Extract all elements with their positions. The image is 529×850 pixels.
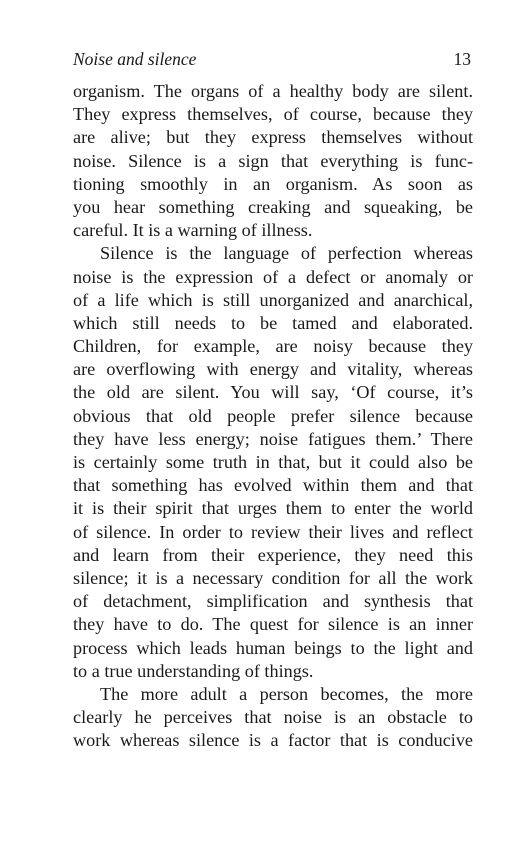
text-line: are overflowing with energy and vitality, whereas <box>73 359 473 380</box>
running-head <box>73 49 471 73</box>
text-line: noise. Silence is a sign that everything is func- <box>73 150 473 171</box>
text-line: that something has evolved within them and that <box>73 475 473 496</box>
text-line: which still needs to be tamed and elaborated. <box>73 312 473 333</box>
text-line: Children, for example, are noisy because they <box>73 336 473 357</box>
text-line: clearly he perceives that noise is an obstacle to <box>73 707 473 728</box>
text-line: They express themselves, of course, because they <box>73 104 473 125</box>
text-line: it is their spirit that urges them to enter the world <box>73 498 473 519</box>
text-line: process which leads human beings to the light and <box>73 637 473 658</box>
text-line: tioning smoothly in an organism. As soon as <box>73 173 473 194</box>
text-line: of silence. In order to review their lives and reflect <box>73 521 473 542</box>
text-line: the old are silent. You will say, ‘Of course, it’s <box>73 382 473 403</box>
text-line: careful. It is a warning of illness. <box>73 220 313 241</box>
text-line: of a life which is still unorganized and anarchical, <box>73 289 473 310</box>
text-line: they have to do. The quest for silence is an inner <box>73 614 473 635</box>
text-line: organism. The organs of a healthy body are silent. <box>73 81 473 101</box>
text-line: you hear something creaking and squeaking, be <box>73 196 473 217</box>
text-line: silence; it is a necessary condition for all the work <box>73 567 473 588</box>
body-text <box>73 80 473 752</box>
text-line: of detachment, simplification and synthesis that <box>73 591 473 612</box>
text-line: are alive; but they express themselves without <box>73 127 473 148</box>
text-line: Silence is the language of perfection whereas <box>100 243 473 264</box>
text-line: and learn from their experience, they need this <box>73 544 473 565</box>
text-line: is certainly some truth in that, but it could also be <box>73 452 473 472</box>
text-line: to a true understanding of things. <box>73 660 314 681</box>
text-line: The more adult a person becomes, the more <box>100 683 473 704</box>
page-number: 13 <box>453 49 471 69</box>
text-line: work whereas silence is a factor that is conducive <box>73 730 473 751</box>
text-line: obvious that old people prefer silence because <box>73 405 473 426</box>
running-title: Noise and silence <box>73 49 197 69</box>
text-line: noise is the expression of a defect or anomaly or <box>73 266 473 287</box>
text-line: they have less energy; noise fatigues them.’ There <box>73 428 473 449</box>
